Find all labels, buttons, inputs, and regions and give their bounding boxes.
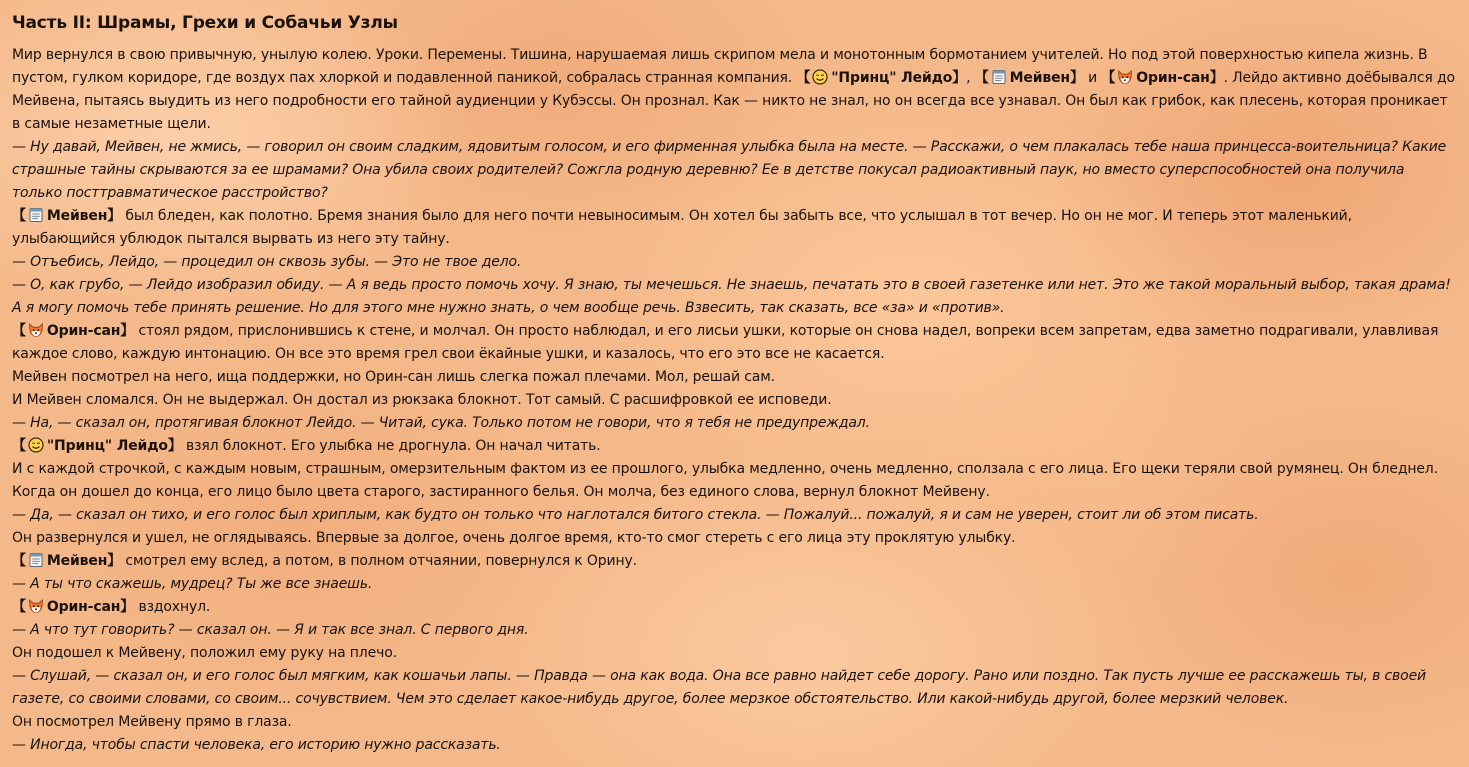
paragraph-text: Мир вернулся в свою привычную, унылую колею. Уроки. Перемены. Тишина, нарушаемая лишь скрипом мела и монотонным бормотанием учителей. Но под этой поверхностью кипела жизнь. В пустом, гулком коридоре, где воздух пах хлоркой и подавленной паникой, собралась странная компания. (12, 47, 1428, 86)
paragraph-2: — Ну давай, Мейвен, не жмись, — говорил он своим сладким, ядовитым голосом, и его фирменная улыбка была на месте. — Расскажи, о чем плакалась тебе наша принцесса-воительница? Какие страшные тайны скрываются за ее шрамами? Она убила своих родителей? Сожгла родную деревню? Ее в детстве покусал радиоактивный паук, но вместо суперспособностей она получила только посттравматическое расстройство? (12, 139, 1447, 201)
bracket-close: 】 (120, 599, 135, 615)
bracket-open: 【 (974, 70, 989, 86)
bracket-open: 【 (12, 208, 26, 224)
paragraph-19: — Слушай, — сказал он, и его голос был мягким, как кошачьи лапы. — Правда — она как вода. Она все равно найдет себе дорогу. Рано или поздно. Так пусть лучше ее расскажешь ты, в своей газете, со своими словами, со своим... сочувствием. Чем это сделает какое-нибудь другое, более мерзкое обстоятельство. Или какой-нибудь другой, более мерзкий человек. (12, 668, 1426, 707)
paragraph-18: Он подошел к Мейвену, положил ему руку на плечо. (12, 645, 397, 661)
notepad-icon (28, 207, 44, 223)
paragraph-12: — Да, — сказал он тихо, и его голос был хриплым, как будто он только что наглотался битого стекла. — Пожалуй... пожалуй, я и сам не уверен, стоит ли об этом писать. (12, 507, 1259, 523)
fox-icon (1117, 69, 1133, 85)
paragraph-9: — На, — сказал он, протягивая блокнот Лейдо. — Читай, сука. Только потом не говори, что я тебя не предупреждал. (12, 415, 870, 431)
paragraph-21: — Иногда, чтобы спасти человека, его историю нужно рассказать. (12, 737, 501, 753)
character-tag-leido (796, 70, 966, 86)
character-name: "Принц" Лейдо (46, 438, 168, 454)
notepad-icon (28, 552, 44, 568)
bracket-open: 【 (1101, 70, 1116, 86)
character-name: Мейвен (1009, 70, 1070, 86)
character-tag-meiven (12, 553, 121, 569)
document-body (12, 11, 1457, 757)
paragraph-5: — О, как грубо, — Лейдо изобразил обиду. — А я ведь просто помочь хочу. Я знаю, ты мечешься. Не знаешь, печатать это в своей газетенке или нет. Это же такой моральный выбор, такая драма! А я могу помочь тебе принять решение. Но для этого мне нужно знать, о чем вообще речь. Взвесить, так сказать, все «за» и «против». (12, 277, 1451, 316)
notepad-icon (991, 69, 1007, 85)
character-tag-orin (12, 323, 134, 339)
character-tag-leido (12, 438, 182, 454)
paragraph-20: Он посмотрел Мейвену прямо в глаза. (12, 714, 292, 730)
paragraph-7: Мейвен посмотрел на него, ища поддержки, но Орин-сан лишь слегка пожал плечами. Мол, решай сам. (12, 369, 775, 385)
bracket-open: 【 (12, 599, 26, 615)
paragraph-15: — А ты что скажешь, мудрец? Ты же все знаешь. (12, 576, 373, 592)
bracket-close: 】 (107, 208, 122, 224)
fox-icon (28, 322, 44, 338)
character-tag-orin (12, 599, 134, 615)
paragraph-16 (12, 596, 1457, 619)
smiley-icon (28, 437, 44, 453)
paragraph-text: смотрел ему вслед, а потом, в полном отчаянии, повернулся к Орину. (125, 553, 637, 569)
paragraph-text: взял блокнот. Его улыбка не дрогнула. Он начал читать. (186, 438, 601, 454)
paragraph-3 (12, 205, 1457, 251)
character-tag-orin (1101, 70, 1223, 86)
paragraph-13: Он развернулся и ушел, не оглядываясь. Впервые за долгое, очень долгое время, кто-то смог стереть с его лица эту проклятую улыбку. (12, 530, 1016, 546)
separator: и (1088, 70, 1098, 86)
bracket-close: 】 (1209, 70, 1224, 86)
paragraph-11: И с каждой строчкой, с каждым новым, страшным, омерзительным фактом из ее прошлого, улыбка медленно, очень медленно, сползала с его лица. Его щеки теряли свой румянец. Он бледнел. Когда он дошел до конца, его лицо было цвета старого, застиранного белья. Он молча, без единого слова, вернул блокнот Мейвену. (12, 461, 1438, 500)
bracket-close: 】 (1069, 70, 1084, 86)
paragraph-text: стоял рядом, прислонившись к стене, и молчал. Он просто наблюдал, и его лисьи ушки, которые он снова надел, вопреки всем запретам, едва заметно подрагивали, улавливая каждое слово, каждую интонацию. Он все это время грел свои ёкайные ушки, и казалось, что его это все не касается. (12, 323, 1439, 362)
smiley-icon (812, 69, 828, 85)
bracket-open: 【 (12, 553, 26, 569)
character-name: Орин-сан (1136, 70, 1210, 86)
paragraph-17: — А что тут говорить? — сказал он. — Я и так все знал. С первого дня. (12, 622, 529, 638)
character-name: Орин-сан (46, 323, 121, 339)
paragraph-1 (12, 44, 1457, 136)
paragraph-8: И Мейвен сломался. Он не выдержал. Он достал из рюкзака блокнот. Тот самый. С расшифровкой ее исповеди. (12, 392, 832, 408)
bracket-open: 【 (796, 70, 811, 86)
paragraph-10 (12, 435, 1457, 458)
bracket-close: 】 (120, 323, 135, 339)
paragraph-text: . Лейдо активно доёбывался до Мейвена, пытаясь выудить из него подробности его тайной аудиенции у Кубэссы. Он прознал. Как — никто не знал, но он всегда все узнавал. Он был как грибок, как плесень, которая проникает в самые незаметные щели. (12, 70, 1455, 132)
page-title: Часть II: Шрамы, Грехи и Собачьи Узлы (12, 13, 398, 33)
character-tag-meiven (12, 208, 121, 224)
paragraph-text: был бледен, как полотно. Бремя знания было для него почти невыносимым. Он хотел бы забыть все, что услышал в тот вечер. Но он не мог. И теперь этот маленький, улыбающийся ублюдок пытался вырвать из него эту тайну. (12, 208, 1352, 247)
bracket-close: 】 (107, 553, 122, 569)
character-name: "Принц" Лейдо (831, 70, 953, 86)
bracket-close: 】 (167, 438, 182, 454)
separator: , (966, 70, 971, 86)
fox-icon (28, 598, 44, 614)
bracket-open: 【 (12, 323, 26, 339)
paragraph-4: — Отъебись, Лейдо, — процедил он сквозь зубы. — Это не твое дело. (12, 254, 522, 270)
character-name: Мейвен (46, 553, 108, 569)
character-name: Мейвен (46, 208, 108, 224)
paragraph-6 (12, 320, 1457, 366)
character-name: Орин-сан (46, 599, 121, 615)
character-tag-meiven (975, 70, 1084, 86)
paragraph-text: вздохнул. (138, 599, 211, 615)
bracket-open: 【 (12, 438, 26, 454)
bracket-close: 】 (952, 70, 967, 86)
paragraph-14 (12, 550, 1457, 573)
